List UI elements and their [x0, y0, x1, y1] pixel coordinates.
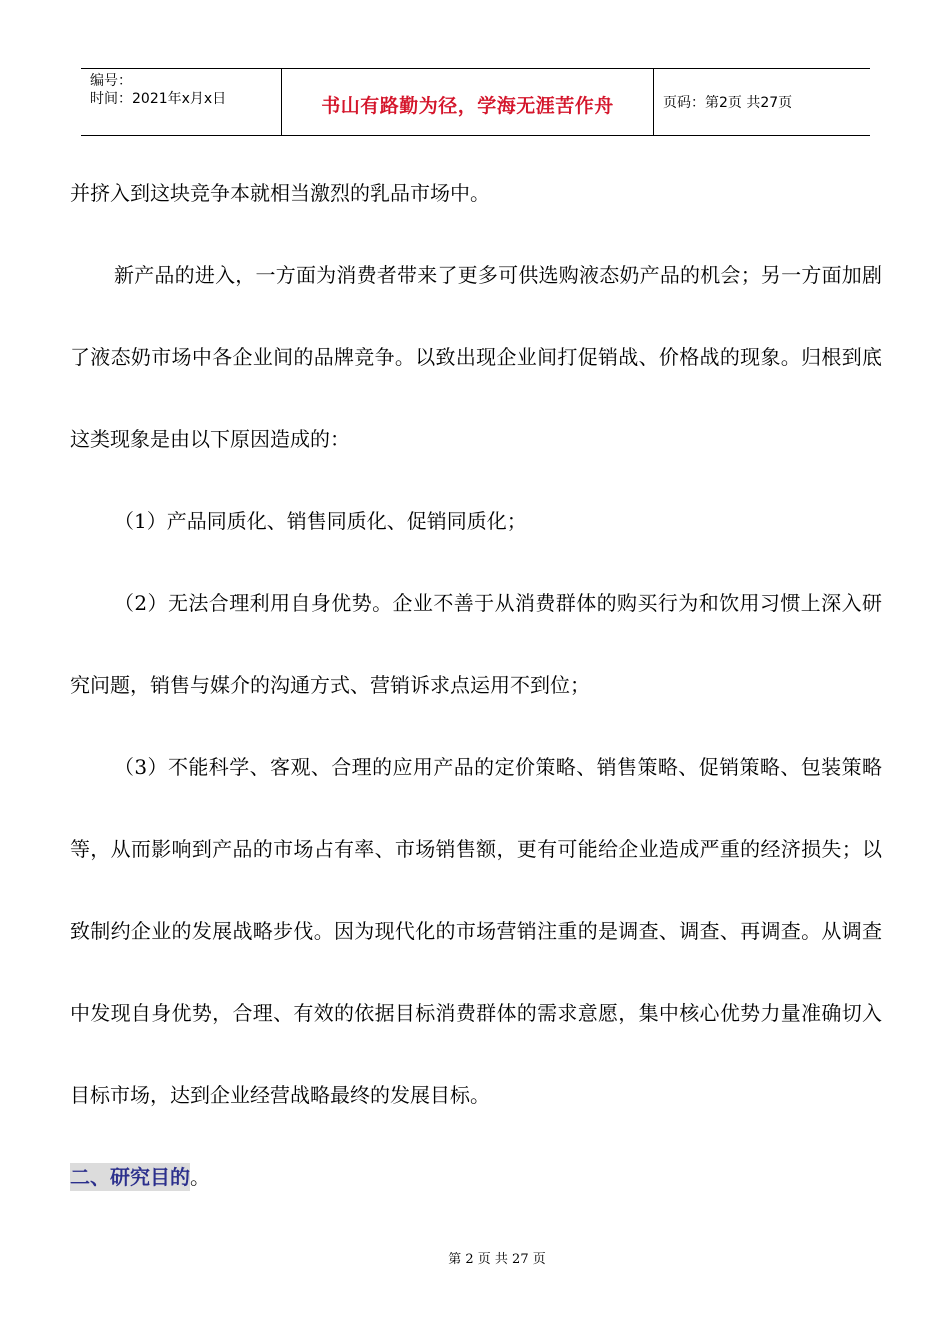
header-meta-cell [81, 69, 282, 135]
page-footer [0, 1248, 950, 1267]
document-number-label: 编号： [90, 73, 132, 89]
page-header [81, 68, 870, 136]
paragraph-reason-1: （1）产品同质化、销售同质化、促销同质化； [114, 509, 527, 533]
header-motto: 书山有路勤为径，学海无涯苦作舟 [321, 94, 614, 117]
header-page-info: 页码：第2页 共27页 [663, 95, 793, 111]
document-time-label: 时间：2021年x月x日 [90, 91, 227, 107]
document-body [70, 152, 882, 1218]
paragraph-continuation: 并挤入到这块竞争本就相当激烈的乳品市场中。 [70, 181, 490, 205]
header-page-cell [654, 69, 870, 135]
section-heading-period: 。 [190, 1165, 210, 1189]
section-heading-text: 二、研究目的 [70, 1165, 190, 1189]
section-heading [70, 1136, 882, 1218]
paragraph-intro: 新产品的进入，一方面为消费者带来了更多可供选购液态奶产品的机会；另一方面加剧了液态奶市场中各企业间的品牌竞争。以致出现企业间打促销战、价格战的现象。归根到底这类现象是由以下原因造成的： [70, 263, 882, 451]
paragraph-reason-2: （2）无法合理利用自身优势。企业不善于从消费群体的购买行为和饮用习惯上深入研究问题，销售与媒介的沟通方式、营销诉求点运用不到位； [70, 591, 882, 697]
header-motto-cell [282, 69, 654, 135]
paragraph-reason-3: （3）不能科学、客观、合理的应用产品的定价策略、销售策略、促销策略、包装策略等，从而影响到产品的市场占有率、市场销售额，更有可能给企业造成严重的经济损失；以致制约企业的发展战略步伐。因为现代化的市场营销注重的是调查、调查、再调查。从调查中发现自身优势，合理、有效的依据目标消费群体的需求意愿，集中核心优势力量准确切入目标市场，达到企业经营战略最终的发展目标。 [70, 755, 882, 1107]
footer-page-number: 第 2 页 共 27 页 [448, 1252, 546, 1267]
